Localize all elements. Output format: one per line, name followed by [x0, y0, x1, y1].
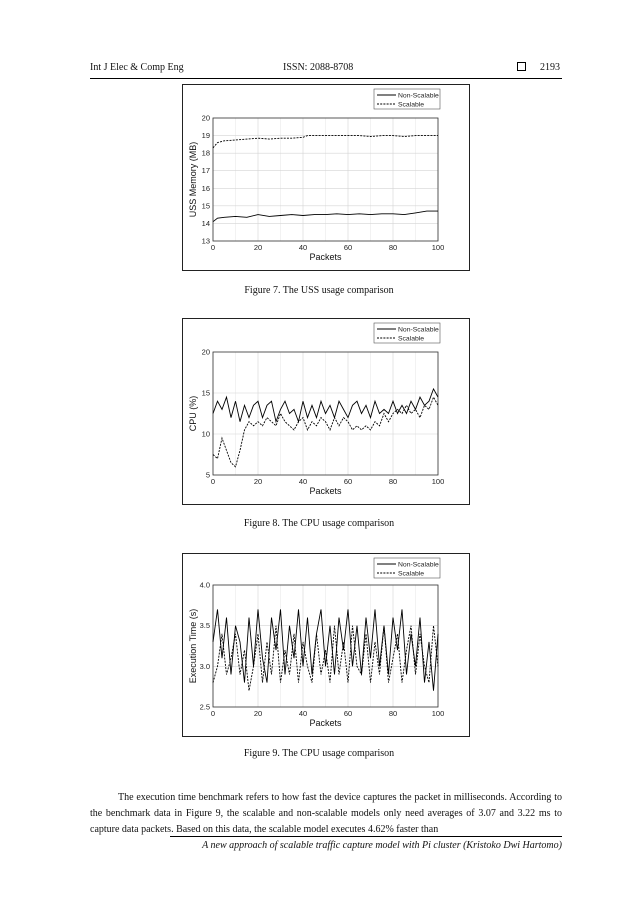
checkbox-glyph-icon	[517, 62, 526, 73]
x-tick-label: 60	[343, 477, 353, 486]
execution-time-chart	[183, 554, 469, 736]
x-axis-label: Packets	[309, 718, 342, 728]
page-number: 2193	[540, 62, 560, 73]
cpu-usage-chart	[183, 319, 469, 504]
x-tick-label: 60	[343, 709, 353, 718]
x-tick-label: 80	[388, 477, 398, 486]
y-tick-label: 20	[201, 347, 210, 357]
legend-label: Non-Scalable	[398, 561, 439, 569]
figure-7-chart	[182, 84, 470, 271]
figure-9-chart	[182, 553, 470, 737]
x-tick-label: 40	[298, 477, 308, 486]
figure-8-caption: Figure 8. The CPU usage comparison	[243, 518, 395, 529]
y-tick-label: 15	[201, 388, 210, 398]
uss-memory-chart	[183, 85, 469, 270]
y-tick-label: 4.0	[199, 580, 210, 590]
x-axis-label: Packets	[309, 252, 342, 262]
x-tick-label: 80	[388, 243, 398, 252]
figure-9-caption: Figure 9. The CPU usage comparison	[243, 748, 395, 759]
x-tick-label: 20	[253, 243, 263, 252]
y-tick-label: 15	[201, 201, 210, 211]
issn: ISSN: 2088-8708	[283, 62, 354, 73]
legend-label: Non-Scalable	[398, 92, 439, 100]
y-tick-label: 3.0	[199, 661, 210, 671]
x-tick-label: 100	[431, 709, 445, 718]
y-axis-label: Execution Time (s)	[188, 608, 198, 684]
legend-label: Non-Scalable	[398, 326, 439, 334]
journal-name: Int J Elec & Comp Eng	[90, 62, 184, 73]
figure-8-chart	[182, 318, 470, 505]
figure-7-caption: Figure 7. The USS usage comparison	[244, 285, 394, 296]
x-tick-label: 0	[210, 243, 216, 252]
legend-label: Scalable	[398, 101, 425, 109]
legend-label: Scalable	[398, 335, 425, 343]
y-tick-label: 3.5	[199, 621, 210, 631]
x-tick-label: 80	[388, 709, 398, 718]
x-tick-label: 40	[298, 709, 308, 718]
y-tick-label: 10	[201, 429, 210, 439]
x-axis-label: Packets	[309, 486, 342, 496]
y-tick-label: 13	[201, 236, 210, 246]
y-tick-label: 19	[201, 131, 210, 141]
y-tick-label: 14	[201, 218, 210, 228]
footer-text: A new approach of scalable traffic capture model with Pi cluster (Kristoko Dwi Hartomo)	[202, 840, 562, 851]
x-tick-label: 40	[298, 243, 308, 252]
footer-rule	[170, 836, 562, 837]
x-tick-label: 100	[431, 477, 445, 486]
y-tick-label: 5	[205, 470, 210, 480]
x-tick-label: 0	[210, 709, 216, 718]
body-text	[90, 790, 562, 838]
x-tick-label: 60	[343, 243, 353, 252]
legend-label: Scalable	[398, 570, 425, 578]
body-paragraph: The execution time benchmark refers to how fast the device captures the packet in milliseconds. According to the benchmark data in Figure 9, the scalable and non-scalable models only need averages of 3.07 and 3.22 ms to capture data packets. Based on this data, the scalable model executes 4.62% faster than	[90, 792, 562, 835]
x-tick-label: 20	[253, 709, 263, 718]
x-tick-label: 100	[431, 243, 445, 252]
y-tick-label: 2.5	[199, 702, 210, 712]
header-rule	[90, 78, 562, 79]
x-tick-label: 0	[210, 477, 216, 486]
y-axis-label: USS Memory (MB)	[188, 141, 198, 218]
y-tick-label: 16	[201, 183, 210, 193]
y-tick-label: 18	[201, 148, 210, 158]
y-tick-label: 20	[201, 113, 210, 123]
y-axis-label: CPU (%)	[188, 395, 198, 432]
y-tick-label: 17	[201, 166, 210, 176]
x-tick-label: 20	[253, 477, 263, 486]
